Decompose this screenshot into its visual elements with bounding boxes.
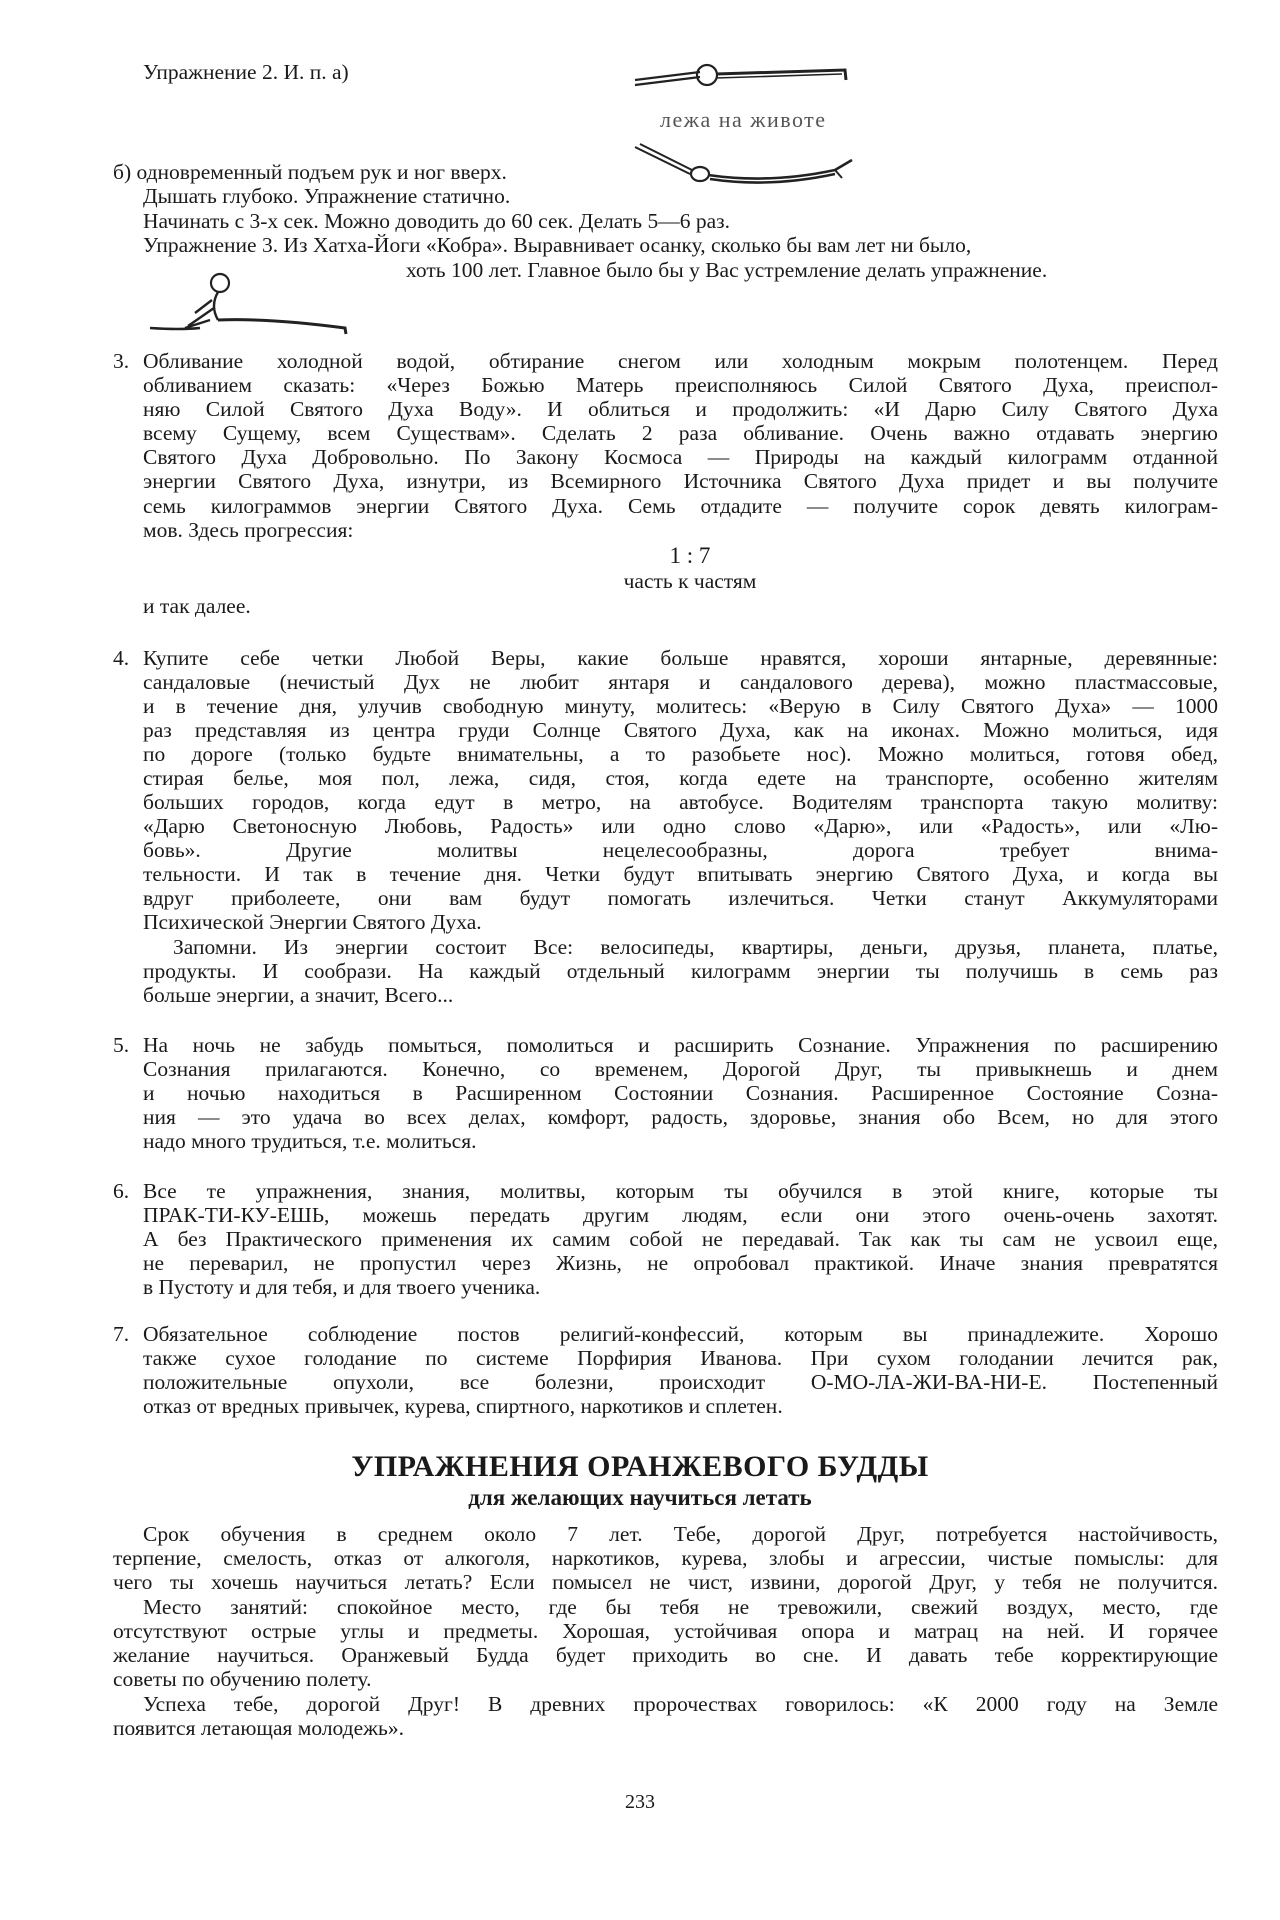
- text-line: появится летающая молодежь».: [113, 1716, 404, 1740]
- ratio: 1 : 7: [669, 543, 711, 568]
- text-line: и так далее.: [143, 594, 251, 618]
- text-line: больше энергии, а значит, Всего...: [143, 983, 454, 1007]
- text-line: советы по обучению полету.: [113, 1667, 372, 1691]
- text-line: А без Практического применения их самим собой не передавай. Так как ты сам не усвоил еще,: [143, 1227, 1218, 1251]
- text-line: по дороге (только будьте внимательны, а то разобьете нос). Можно молиться, готовя обед,: [143, 742, 1218, 766]
- text-line: Обязательное соблюдение постов религий-конфессий, которым вы принадлежите. Хорошо: [143, 1322, 1218, 1346]
- text-line: Успеха тебе, дорогой Друг! В древних пророчествах говорилось: «К 2000 году на Земле: [143, 1692, 1218, 1716]
- text-line: сандаловые (нечистый Дух не любит янтаря и сандалового дерева), можно пластмассовые,: [143, 670, 1218, 694]
- text-line: Упражнение 3. Из Хатха-Йоги «Кобра». Выравнивает осанку, сколько бы вам лет ни было,: [143, 233, 972, 257]
- item-number: 3.: [113, 349, 130, 373]
- text-line: Купите себе четки Любой Веры, какие больше нравятся, хороши янтарные, деревянные:: [143, 646, 1218, 670]
- text-line: терпение, смелость, отказ от алкоголя, наркотиков, курева, злобы и агрессии, чистые помыслы: для: [113, 1546, 1218, 1570]
- text-line: и в течение дня, улучив свободную минуту, молитесь: «Верую в Силу Святого Духа» — 1000: [143, 694, 1218, 718]
- text-line: вдруг приболеете, они вам будут помогать излечиться. Четки станут Аккумуляторами: [143, 886, 1218, 910]
- text-line: энергии Святого Духа, изнутри, из Всемирного Источника Святого Духа придет и вы получите: [143, 469, 1218, 493]
- page-number: 233: [625, 1791, 655, 1813]
- text-line: Место занятий: спокойное место, где бы тебя не тревожили, свежий воздух, место, где: [143, 1595, 1218, 1619]
- text-line: Сознания прилагаются. Конечно, со временем, Дорогой Друг, ты привыкнешь и днем: [143, 1057, 1218, 1081]
- text-line: в Пустоту и для тебя, и для твоего ученика.: [143, 1275, 541, 1299]
- figure-lying-on-stomach: [630, 50, 870, 100]
- text-line: и ночью находиться в Расширенном Состоянии Сознания. Расширенное Состояние Созна-: [143, 1081, 1218, 1105]
- text-line: Все те упражнения, знания, молитвы, которым ты обучился в этой книге, которые ты: [143, 1179, 1218, 1203]
- figure-caption-lying: лежа на животе: [660, 107, 827, 132]
- item-number: 6.: [113, 1179, 130, 1203]
- text-line: Святого Духа Добровольно. По Закону Космоса — Природы на каждый килограмм отданной: [143, 445, 1218, 469]
- item-number: 5.: [113, 1033, 130, 1057]
- text-line: «Дарю Светоносную Любовь, Радость» или одно слово «Дарю», или «Радость», или «Лю-: [143, 814, 1218, 838]
- text-line: Дышать глубоко. Упражнение статично.: [143, 184, 511, 208]
- text-line: б) одновременный подъем рук и ног вверх.: [113, 160, 507, 184]
- text-line: отказ от вредных привычек, курева, спиртного, наркотиков и сплетен.: [143, 1394, 783, 1418]
- text-line: хоть 100 лет. Главное было бы у Вас устремление делать упражнение.: [406, 258, 1048, 282]
- text-line: надо много трудиться, т.е. молиться.: [143, 1129, 477, 1153]
- figure-cobra-pose: [140, 268, 360, 338]
- text-line: мов. Здесь прогрессия:: [143, 518, 354, 542]
- figure-arms-legs-raised: [630, 142, 870, 192]
- text-line: чего ты хочешь научиться летать? Если помысел не чист, извини, дорогой Друг, у тебя не получится.: [113, 1570, 1218, 1594]
- text-line: Начинать с 3-х сек. Можно доводить до 60 сек. Делать 5—6 раз.: [143, 209, 730, 233]
- item-number: 7.: [113, 1322, 130, 1346]
- text-line: Обливание холодной водой, обтирание снегом или холодным мокрым полотенцем. Перед: [143, 349, 1218, 373]
- section-title: УПРАЖНЕНИЯ ОРАНЖЕВОГО БУДДЫ: [351, 1450, 929, 1483]
- text-line: также сухое голодание по системе Порфирия Иванова. При сухом голодании лечится рак,: [143, 1346, 1218, 1370]
- text-line: больших городов, когда едут в метро, на автобусе. Водителям транспорта такую молитву:: [143, 790, 1218, 814]
- text-line: раз представляя из центра груди Солнце Святого Духа, как на иконах. Можно молиться, идя: [143, 718, 1218, 742]
- text-line: ПРАК-ТИ-КУ-ЕШЬ, можешь передать другим людям, если они этого очень-очень захотят.: [143, 1203, 1218, 1227]
- text-line: тельности. И так в течение дня. Четки будут впитывать энергию Святого Духа, и когда вы: [143, 862, 1218, 886]
- text-line: не переварил, не пропустил через Жизнь, не опробовал практикой. Иначе знания превратятся: [143, 1251, 1218, 1275]
- text-line: бовь». Другие молитвы нецелесообразны, дорога требует внима-: [143, 838, 1218, 862]
- text-line: Срок обучения в среднем около 7 лет. Тебе, дорогой Друг, потребуется настойчивость,: [143, 1522, 1218, 1546]
- text-line: Психической Энергии Святого Духа.: [143, 910, 482, 934]
- section-subtitle: для желающих научиться летать: [468, 1485, 812, 1510]
- text-line: обливанием сказать: «Через Божью Матерь преисполняюсь Силой Святого Духа, преиспол-: [143, 373, 1218, 397]
- text-line: продукты. И сообрази. На каждый отдельный килограмм энергии ты получишь в семь раз: [143, 959, 1218, 983]
- text-line: семь килограммов энергии Святого Духа. Семь отдадите — получите сорок девять килограм-: [143, 494, 1218, 518]
- ratio-caption: часть к частям: [623, 569, 757, 593]
- text-line: На ночь не забудь помыться, помолиться и расширить Сознание. Упражнения по расширению: [143, 1033, 1218, 1057]
- text-line: всему Сущему, всем Существам». Сделать 2 раза обливание. Очень важно отдавать энергию: [143, 421, 1218, 445]
- text-line: няю Силой Святого Духа Воду». И облиться и продолжить: «И Дарю Силу Святого Духа: [143, 397, 1218, 421]
- exercise-2-line: Упражнение 2. И. п. а): [143, 60, 349, 84]
- text-line: Запомни. Из энергии состоит Все: велосипеды, квартиры, деньги, друзья, планета, платье,: [173, 935, 1218, 959]
- text-line: отсутствуют острые углы и предметы. Хорошая, устойчивая опора и матрац на ней. И горячее: [113, 1619, 1218, 1643]
- item-number: 4.: [113, 646, 130, 670]
- text-line: стирая белье, моя пол, лежа, сидя, стоя, когда едете на транспорте, особенно жителям: [143, 766, 1218, 790]
- text-line: ния — это удача во всех делах, комфорт, радость, здоровье, знания обо Всем, но для этого: [143, 1105, 1218, 1129]
- text-line: желание научиться. Оранжевый Будда будет приходить во сне. И давать тебе корректирующие: [113, 1643, 1218, 1667]
- text-line: положительные опухоли, все болезни, происходит О-МО-ЛА-ЖИ-ВА-НИ-Е. Постепенный: [143, 1370, 1218, 1394]
